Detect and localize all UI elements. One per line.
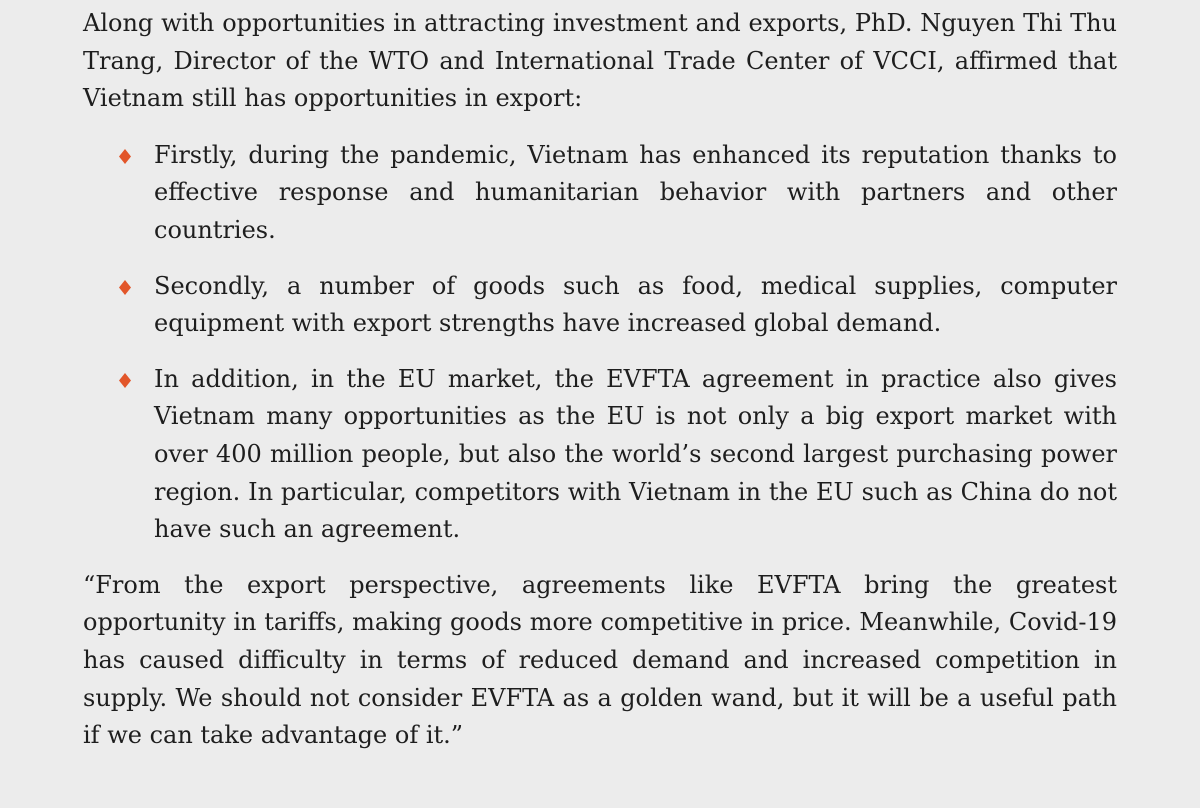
diamond-bullet-icon — [119, 149, 131, 164]
opportunity-list — [83, 137, 1117, 549]
diamond-bullet-icon — [119, 373, 131, 388]
list-item-text: Secondly, a number of goods such as food, medical supplies, computer equipment with export strengths have increased global demand. — [154, 271, 1117, 338]
list-item — [83, 268, 1117, 343]
list-item — [83, 137, 1117, 250]
diamond-bullet-icon — [119, 280, 131, 295]
list-item — [83, 361, 1117, 549]
quote-paragraph: “From the export perspective, agreements like EVFTA bring the greatest opportunity in tariffs, making goods more competitive in price. Meanwhile, Covid-19 has caused difficulty in terms of reduced demand and increased competition in supply. We should not consider EVFTA as a golden wand, but it will be a useful path if we can take advantage of it.” — [83, 570, 1117, 750]
intro-paragraph: Along with opportunities in attracting investment and exports, PhD. Nguyen Thi Thu Trang, Director of the WTO and International Trade Center of VCCI, affirmed that Vietnam still has opportunities in export: — [83, 9, 1117, 113]
list-item-text: In addition, in the EU market, the EVFTA agreement in practice also gives Vietnam many opportunities as the EU is not only a big export market with over 400 million people, but also the world’s second largest purchasing power region. In particular, competitors with Vietnam in the EU such as China do not have such an agreement. — [154, 364, 1117, 544]
list-item-text: Firstly, during the pandemic, Vietnam has enhanced its reputation thanks to effective response and humanitarian behavior with partners and other countries. — [154, 140, 1117, 244]
article-body — [83, 0, 1117, 755]
